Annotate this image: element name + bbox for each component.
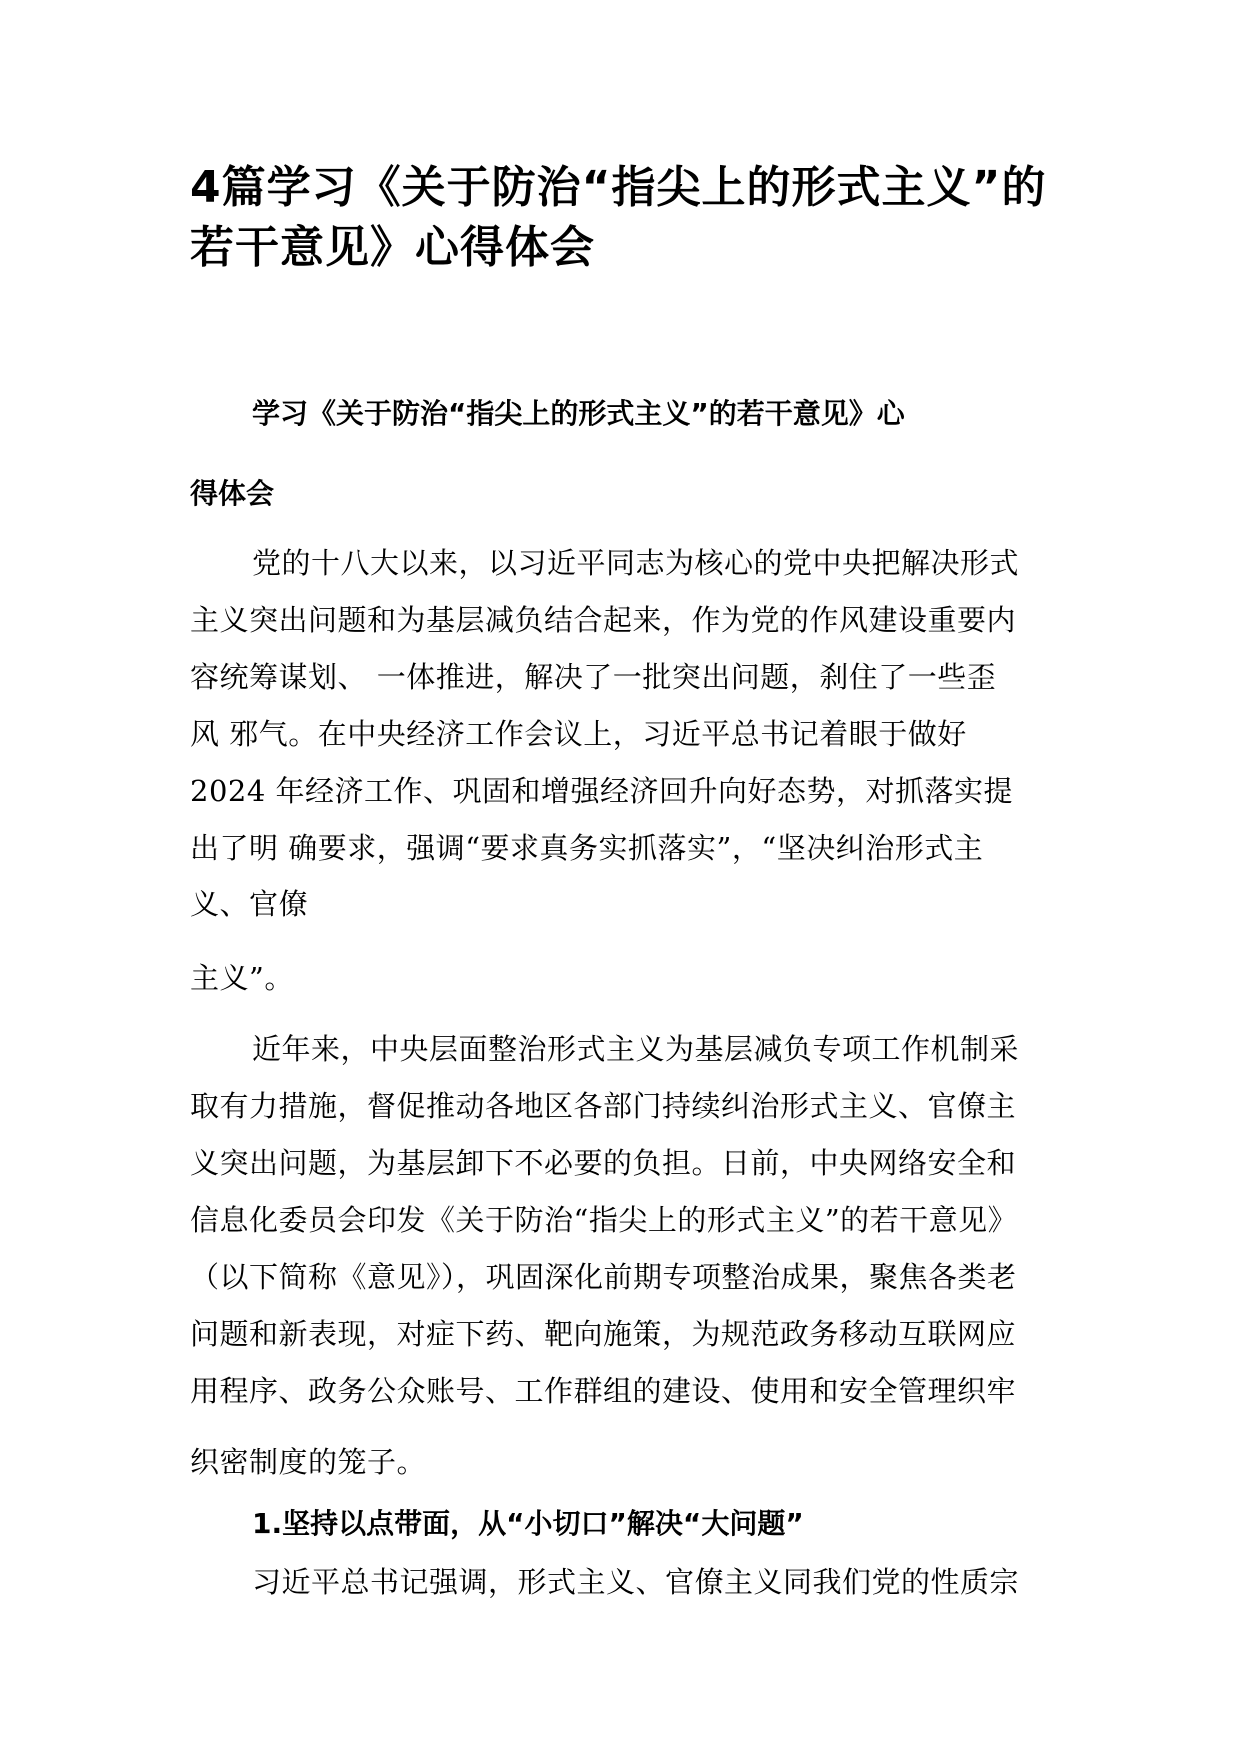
paragraph-2-line: 取有力措施，督促推动各地区各部门持续纠治形式主义、官僚主	[190, 1089, 1017, 1123]
paragraph-1-line: 容统筹谋划、 一体推进，解决了一批突出问题，刹住了一些歪	[190, 660, 997, 694]
article-subtitle-line-2: 得体会	[190, 477, 275, 510]
document-title: 4篇学习《关于防治“指尖上的形式主义”的若干意见》心得体会	[190, 162, 1047, 273]
paragraph-2-line: 信息化委员会印发《关于防治“指尖上的形式主义”的若干意见》	[190, 1203, 1018, 1237]
paragraph-1-line: 主义”。	[190, 961, 294, 995]
paragraph-1-line: 2024 年经济工作、巩固和增强经济回升向好态势，对抓落实提	[190, 774, 1014, 808]
section-1-paragraph-line: 习近平总书记强调，形式主义、官僚主义同我们党的性质宗	[252, 1565, 1020, 1599]
paragraph-2-line: 近年来，中央层面整治形式主义为基层减负专项工作机制采	[252, 1032, 1020, 1066]
paragraph-1-line: 出了明 确要求，强调“要求真务实抓落实”，“坚决纠治形式主	[190, 831, 984, 865]
section-1-heading: 1.坚持以点带面，从“小切口”解决“大问题”	[252, 1507, 804, 1540]
paragraph-1-line: 主义突出问题和为基层减负结合起来，作为党的作风建设重要内	[190, 603, 1017, 637]
paragraph-2-line: 问题和新表现，对症下药、靶向施策，为规范政务移动互联网应	[190, 1317, 1017, 1351]
article-subtitle-line-1: 学习《关于防治“指尖上的形式主义”的若干意见》心	[252, 397, 905, 430]
paragraph-2-line: （以下简称《意见》），巩固深化前期专项整治成果，聚焦各类老	[190, 1260, 1017, 1294]
paragraph-2-line: 义突出问题，为基层卸下不必要的负担。日前，中央网络安全和	[190, 1146, 1017, 1180]
paragraph-1-line: 党的十八大以来，以习近平同志为核心的党中央把解决形式	[252, 546, 1020, 580]
paragraph-2-line: 织密制度的笼子。	[190, 1445, 427, 1479]
paragraph-2-line: 用程序、政务公众账号、工作群组的建设、使用和安全管理织牢	[190, 1374, 1017, 1408]
paragraph-1-line: 风 邪气。在中央经济工作会议上，习近平总书记着眼于做好	[190, 717, 967, 751]
paragraph-1-line: 义、官僚	[190, 887, 309, 921]
